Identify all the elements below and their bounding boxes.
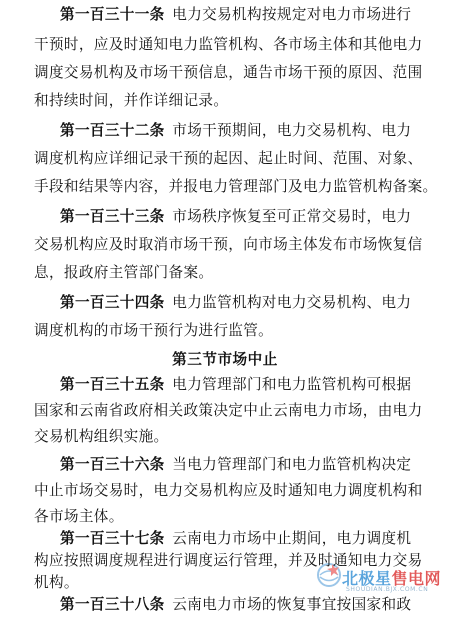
- article-text: 调度机构应详细记录干预的起因、起止时间、范围、对象、: [34, 150, 423, 167]
- article-text: 市场秩序恢复至可正常交易时，电力: [172, 208, 412, 225]
- article-text: 干预时，应及时通知电力监管机构、各市场主体和其他电力: [34, 36, 423, 53]
- watermark-url: SHOUDIAN.BJX.COM.CN: [346, 586, 429, 593]
- article-text: 电力交易机构按规定对电力市场进行: [172, 6, 412, 23]
- article-text: 调度机构的市场干预行为进行监管。: [34, 322, 274, 339]
- article-heading: 第一百三十六条: [60, 456, 165, 473]
- article-heading: 第一百三十一条: [60, 6, 165, 23]
- article-heading: 第一百三十二条: [60, 122, 165, 139]
- article-text: 各市场主体。: [34, 508, 124, 525]
- section-title: 第三节市场中止: [172, 351, 278, 368]
- article-heading: 第一百三十八条: [60, 596, 165, 613]
- article-text: 电力监管机构对电力交易机构、电力: [172, 294, 412, 311]
- article-text: 机构。: [34, 574, 79, 591]
- article-text: 手段和结果等内容，并报电力管理部门及电力监管机构备案。: [34, 178, 438, 195]
- article-text: 构应按照调度规程进行调度运行管理，并及时通知电力交易: [34, 552, 423, 569]
- article-heading: 第一百三十三条: [60, 208, 165, 225]
- watermark-name-part2: 售电网: [391, 569, 442, 588]
- article-text: 电力管理部门和电力监管机构可根据: [172, 376, 412, 393]
- article-heading: 第一百三十五条: [60, 376, 165, 393]
- article-text: 国家和云南省政府相关政策决定中止云南电力市场，由电力: [34, 402, 423, 419]
- watermark-name-part1: 北极星: [342, 569, 392, 588]
- article-text: 当电力管理部门和电力监管机构决定: [172, 456, 412, 473]
- article-text: 市场干预期间，电力交易机构、电力: [172, 122, 412, 139]
- article-text: 交易机构应及时取消市场干预，向市场主体发布市场恢复信: [34, 236, 423, 253]
- article-text: 中止市场交易时，电力交易机构应及时通知电力调度机构和: [34, 482, 423, 499]
- article-heading: 第一百三十七条: [60, 530, 165, 547]
- article-text: 交易机构组织实施。: [34, 428, 169, 445]
- article-text: 云南电力市场中止期间，电力调度机: [172, 530, 412, 547]
- article-heading: 第一百三十四条: [60, 294, 165, 311]
- article-text: 和持续时间，并作详细记录。: [34, 92, 229, 109]
- article-text: 云南电力市场的恢复事宜按国家和政: [172, 596, 412, 613]
- article-text: 调度交易机构及市场干预信息，通告市场干预的原因、范围: [34, 64, 423, 81]
- article-text: 息，报政府主管部门备案。: [34, 264, 214, 281]
